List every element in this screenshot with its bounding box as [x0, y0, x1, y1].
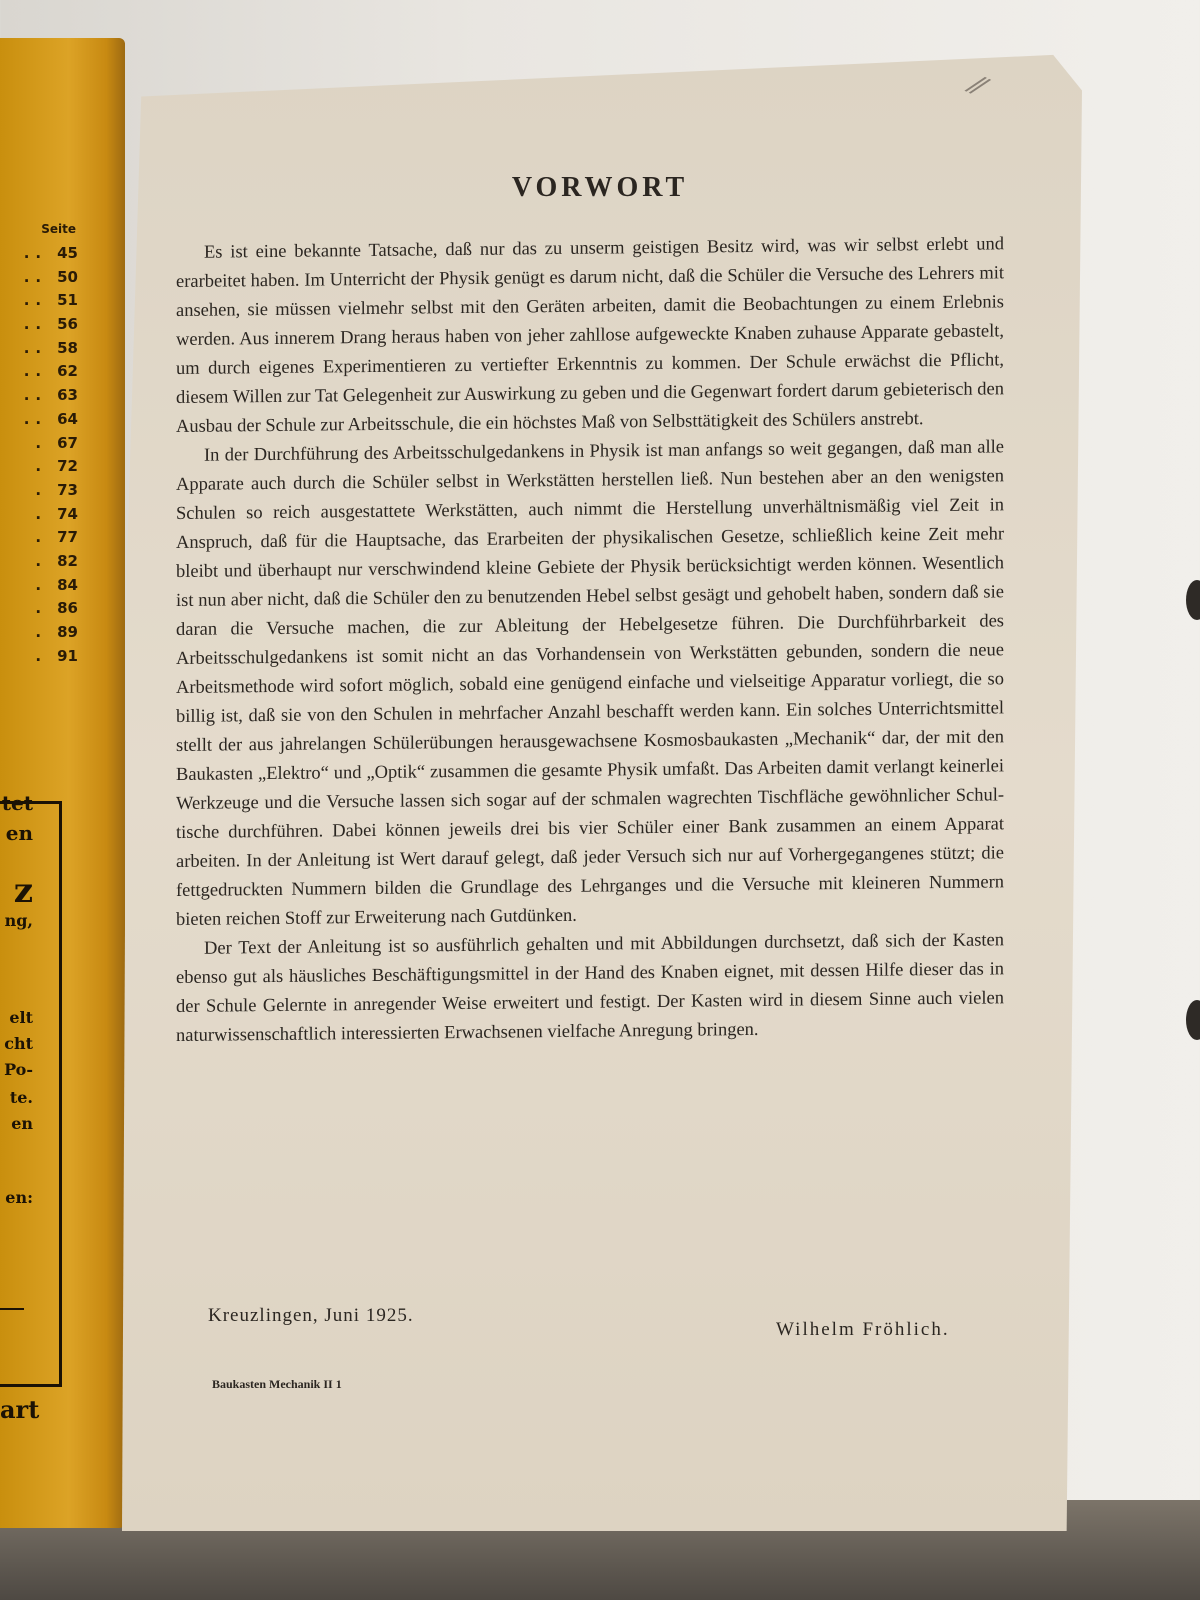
toc-row: [0, 434, 78, 458]
toc-leader-dots: ..: [23, 409, 48, 428]
toc-leader-dots: .: [35, 504, 48, 523]
toc-leader-dots: ..: [23, 244, 48, 262]
toc-leader-dots: .: [35, 528, 48, 547]
ad-fragment: elt: [9, 1008, 33, 1027]
toc-page-number: 45: [57, 244, 78, 262]
page-footer: Baukasten Mechanik II 1: [212, 1377, 342, 1391]
toc-row: [0, 315, 78, 339]
paragraph: Der Text der Anleitung ist so ausführlich gehalten und mit Abbildungen durchsetzt, daß sich der Kasten ebenso gut als häusliches Beschäftigungsmittel in der Hand des Knaben eignet, mit dessen Hilfe dieser das in der Schule Gelernte in anregender Weise erweitert und festigt. Der Kasten wird in diesem Sinne auch vielen naturwissenschaftlich interessierten Erwachsenen vielfache Anregung bringen.: [176, 930, 1004, 1046]
binder-ring: [1186, 1000, 1200, 1040]
toc-row: [0, 339, 78, 363]
toc-row: [0, 647, 78, 671]
toc-list: [0, 244, 78, 670]
toc-page-number: 86: [57, 599, 78, 618]
toc-leader-dots: .: [35, 646, 48, 665]
ad-fragment: en:: [5, 1188, 33, 1207]
toc-page-number: 51: [57, 291, 78, 310]
toc-page-number: 77: [57, 528, 78, 547]
toc-page-number: 72: [57, 457, 78, 476]
toc-leader-dots: ..: [23, 386, 48, 405]
toc-leader-dots: .: [35, 575, 48, 594]
toc-leader-dots: ..: [23, 338, 48, 357]
toc-page-number: 89: [57, 623, 78, 641]
toc-row: [0, 505, 78, 529]
toc-page-number: 50: [57, 267, 78, 286]
ad-fragment: cht: [4, 1034, 33, 1053]
ad-bottom-text: art: [0, 1395, 40, 1424]
toc-leader-dots: .: [35, 623, 48, 641]
left-page-cover: [0, 38, 125, 1528]
toc-header: Seite: [41, 222, 76, 236]
toc-leader-dots: ..: [23, 362, 48, 381]
toc-page-number: 91: [57, 646, 78, 665]
place-date: Kreuzlingen, Juni 1925.: [208, 1305, 414, 1326]
toc-page-number: 84: [57, 575, 78, 594]
toc-page-number: 73: [57, 480, 78, 499]
toc-row: [0, 457, 78, 481]
ad-fragment: ng,: [4, 911, 33, 930]
toc-leader-dots: .: [35, 457, 48, 476]
ad-rule: [0, 1308, 24, 1310]
toc-row: [0, 268, 78, 292]
ad-fragment: en: [5, 821, 33, 845]
toc-leader-dots: ..: [23, 315, 48, 334]
author-signature: Wilhelm Fröhlich.: [776, 1319, 950, 1340]
toc-leader-dots: .: [35, 599, 48, 618]
toc-leader-dots: .: [35, 433, 48, 452]
toc-leader-dots: ..: [23, 267, 48, 286]
paragraph: In der Durchführung des Arbeitsschulgedankens in Physik ist man anfangs so weit gegangen, daß man alle Apparate auch durch die Schüler selbst in Werkstätten herstellen ließ. Nun bestehen aber an den wenigsten Schulen so reich ausgestattete Werkstätten, auch nimmt die Herstellung unverhältnismäßig viel Zeit in Anspruch, daß für die Hauptsache, das Erarbeiten der physikalischen Gesetze, schließlich keine Zeit mehr bleibt und überhaupt nur verschwindend kleine Gebiete der Physik berücksichtigt werden können. Wesentlich ist nun aber nicht, daß die Schüler den zu benutzenden Hebel selbst gesägt und gehobelt haben, sondern daß sie daran die Versuche machen, die zur Ableitung der Hebelgesetze führen. Die Durchführbarkeit des Arbeitsschulgedankens ist somit nicht an das Vorhandensein von Werkstätten gebunden, sondern die neue Arbeitsmethode wird sofort möglich, sobald eine genügend einfache und vielseitige Apparatur vorliegt, die so billig ist, daß sie von den Schulen in mehrfacher Anzahl beschafft werden kann. Ein solches Unterrichtsmittel stellt der aus jahrelangen Schülerübungen herausgewachsene Kosmosbaukasten „Mechanik“ dar, der mit den Baukasten „Elektro“ und „Optik“ zusammen die gesamte Physik umfaßt. Das Arbeiten damit verlangt keinerlei Werkzeuge und die Versuche lassen sich sogar auf der schmalen wagrechten Tischfläche gewöhnlicher Schultische durchführen. Dabei können jeweils drei bis vier Schüler einer Bank zusammen an einem Apparat arbeiten. In der Anleitung ist Wert darauf gelegt, daß jeder Versuch sich nur auf Vorhergegangenes stützt; die fettgedruckten Nummern bilden die Grundlage des Lehrganges und die Versuche mit kleineren Nummern bieten reichen Stoff zur Erweiterung nach Gutdünken.: [176, 437, 1004, 930]
ad-fragment: z: [13, 871, 33, 911]
toc-row: [0, 291, 78, 315]
toc-page-number: 58: [57, 338, 78, 357]
toc-row: [0, 623, 78, 647]
toc-page-number: 82: [57, 551, 78, 570]
ad-fragment: en: [11, 1114, 33, 1133]
toc-leader-dots: .: [35, 551, 48, 570]
ad-fragment: te.: [9, 1088, 33, 1107]
toc-row: [0, 362, 78, 386]
toc-page-number: 74: [57, 504, 78, 523]
paragraph: Es ist eine bekannte Tatsache, daß nur das zu unserm geistigen Besitz wird, was wir selbst erlebt und erarbeitet haben. Im Unterricht der Physik genügt es darum nicht, daß die Schüler die Versuche des Lehrers mit ansehen, sie müssen vielmehr selbst mit den Geräten arbeiten, damit die Beobachtungen zu einem Erlebnis werden. Aus innerem Drang heraus haben von jeher zahllose aufgeweckte Knaben zuhause Apparate gebastelt, um durch eigenes Experimentieren zu vertiefter Erkenntnis zu kommen. Der Schule erwächst die Pflicht, diesem Willen zur Tat Gelegenheit zur Auswirkung zu geben und die Gegenwart fordert darum gebieterisch den Ausbau der Schule zur Arbeitsschule, die ein höchstes Maß von Selbsttätigkeit des Schülers anstrebt.: [176, 234, 1004, 437]
toc-row: [0, 410, 78, 434]
ad-fragment: tet: [1, 791, 33, 815]
page-title: VORWORT: [511, 172, 689, 203]
toc-row: [0, 599, 78, 623]
toc-leader-dots: ..: [23, 291, 48, 310]
toc-row: [0, 481, 78, 505]
toc-row: [0, 576, 78, 600]
body-text: [176, 230, 1004, 1051]
binder-ring: [1186, 580, 1200, 620]
ad-fragment: Po-: [4, 1060, 33, 1079]
toc-row: [0, 244, 78, 268]
toc-page-number: 56: [57, 315, 78, 334]
toc-row: [0, 528, 78, 552]
toc-page-number: 62: [57, 362, 78, 381]
toc-page-number: 67: [57, 433, 78, 452]
toc-leader-dots: .: [35, 480, 48, 499]
pencil-mark: ⁄⁄: [966, 68, 989, 103]
toc-page-number: 64: [57, 409, 78, 428]
toc-row: [0, 386, 78, 410]
toc-page-number: 63: [57, 386, 78, 405]
toc-row: [0, 552, 78, 576]
